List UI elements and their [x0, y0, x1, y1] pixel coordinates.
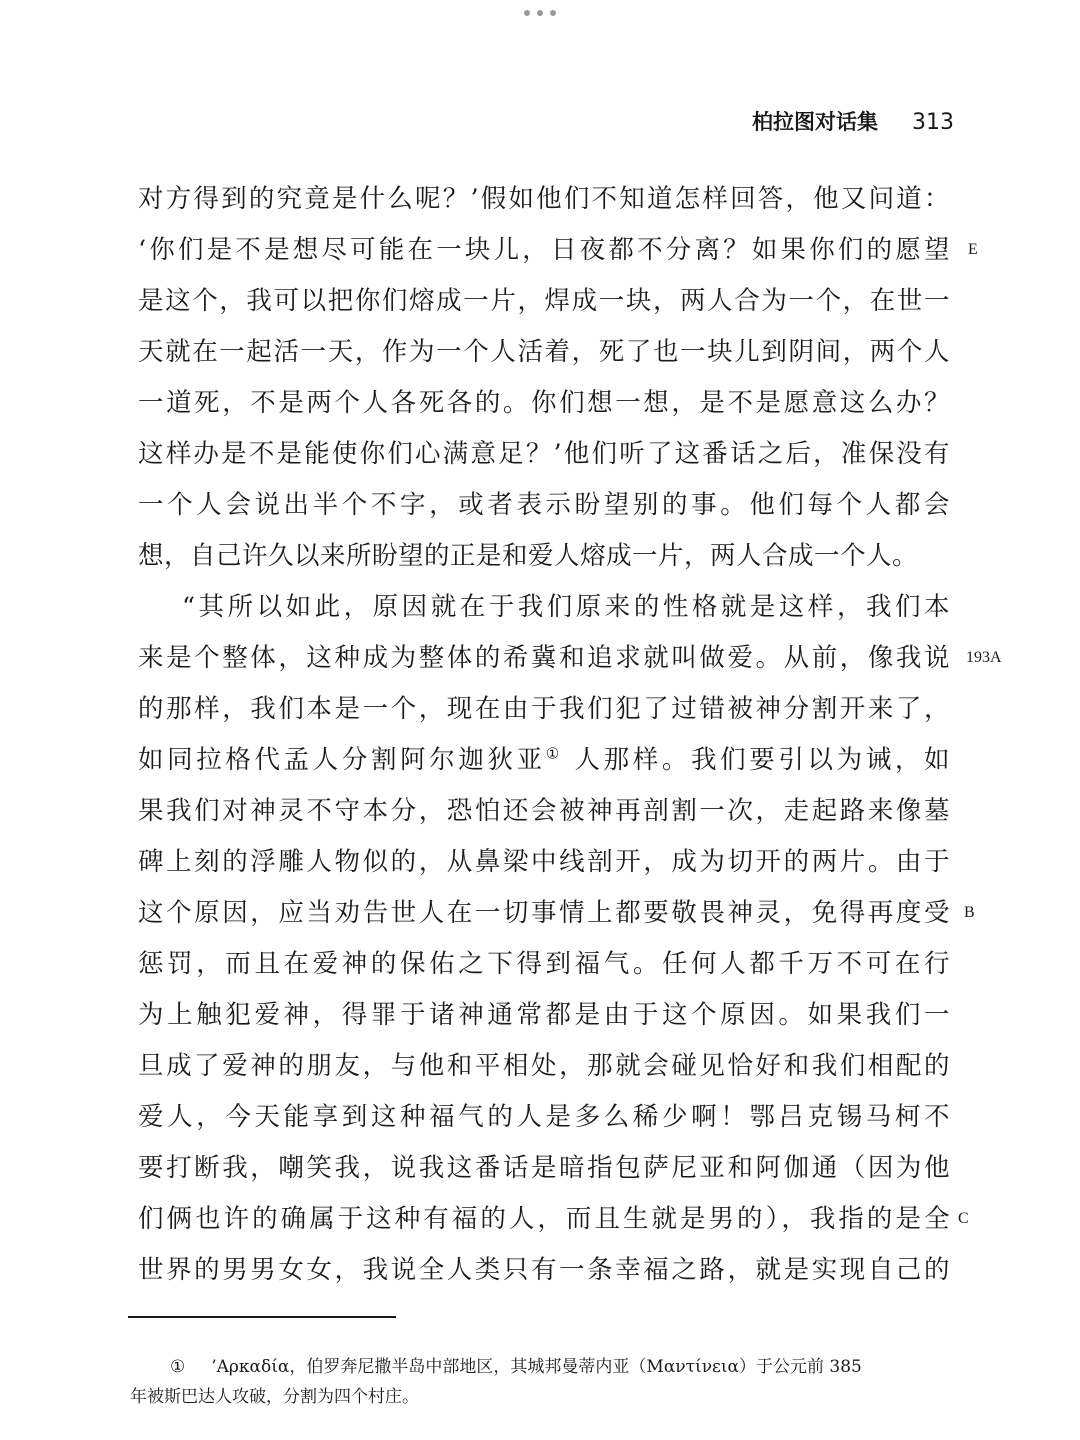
footnote-text: ’Αρκαδία，伯罗奔尼撒半岛中部地区，其城邦曼蒂内亚（Μαντίνεια）于公元前 385 [211, 1357, 862, 1377]
body-line: 爱人，今天能享到这种福气的人是多么稀少啊！鄂吕克锡马柯不 [138, 1102, 950, 1132]
body-line: 来是个整体，这种成为整体的希冀和追求就叫做爱。从前，像我说 [138, 643, 950, 673]
body-line: 果我们对神灵不守本分，恐怕还会被神再剖割一次，走起路来像墓 [138, 796, 950, 826]
page-number: 313 [912, 110, 954, 135]
body-line: 想，自己许久以来所盼望的正是和爱人熔成一片，两人合成一个人。 [138, 541, 919, 571]
footnote-line: 年被斯巴达人攻破，分割为四个村庄。 [130, 1387, 419, 1407]
body-line: 这个原因，应当劝告世人在一切事情上都要敬畏神灵，免得再度受 [138, 898, 950, 928]
more-horizontal-icon[interactable] [524, 8, 556, 18]
book-title: 柏拉图对话集 [752, 110, 878, 134]
body-line: 旦成了爱神的朋友，与他和平相处，那就会碰见恰好和我们相配的 [138, 1051, 950, 1081]
dot [550, 10, 556, 16]
body-line: 惩罚，而且在爱神的保佑之下得到福气。任何人都千万不可在行 [138, 949, 950, 979]
stephanus-marker-b: B [964, 904, 975, 921]
body-text: 如同拉格代孟人分割阿尔迦狄亚 [138, 745, 546, 775]
body-line [138, 734, 950, 786]
body-line: 一个人会说出半个不字，或者表示盼望别的事。他们每个人都会 [138, 490, 950, 520]
footnote-divider [128, 1316, 396, 1318]
footnote-mark: ① [170, 1357, 186, 1377]
stephanus-marker-c: C [958, 1210, 969, 1227]
body-line: ‘你们是不是想尽可能在一块儿，日夜都不分离？如果你们的愿望 [138, 235, 950, 265]
body-line: 的那样，我们本是一个，现在由于我们犯了过错被神分割开来了， [138, 694, 950, 724]
body-line: 一道死，不是两个人各死各的。你们想一想，是不是愿意这么办？ [138, 388, 950, 418]
stephanus-marker-193a: 193A [966, 649, 1002, 666]
stephanus-marker-e: E [968, 241, 978, 258]
footnote-reference[interactable]: ① [545, 744, 563, 763]
body-line: 碑上刻的浮雕人物似的，从鼻梁中线剖开，成为切开的两片。由于 [138, 847, 950, 877]
body-line: 是这个，我可以把你们熔成一片，焊成一块，两人合为一个，在世一 [138, 286, 950, 316]
body-text: 人那样。我们要引以为诫，如 [574, 745, 950, 775]
footnote-line [170, 1352, 942, 1382]
body-line: 这样办是不是能使你们心满意足？’他们听了这番话之后，准保没有 [138, 439, 950, 469]
running-header [752, 106, 954, 136]
body-line: 为上触犯爱神，得罪于诸神通常都是由于这个原因。如果我们一 [138, 1000, 950, 1030]
body-line: 们俩也许的确属于这种有福的人，而且生就是男的），我指的是全 [138, 1204, 950, 1234]
dot [537, 10, 543, 16]
body-line: 要打断我，嘲笑我，说我这番话是暗指包萨尼亚和阿伽通（因为他 [138, 1153, 950, 1183]
body-line: 世界的男男女女，我说全人类只有一条幸福之路，就是实现自己的 [138, 1255, 950, 1285]
viewer-top-bar [0, 0, 1080, 28]
body-line: 天就在一起活一天，作为一个人活着，死了也一块儿到阴间，两个人 [138, 337, 950, 367]
dot [524, 10, 530, 16]
body-line: 对方得到的究竟是什么呢？’假如他们不知道怎样回答，他又问道： [138, 184, 950, 214]
body-line: “其所以如此，原因就在于我们原来的性格就是这样，我们本 [182, 592, 950, 622]
